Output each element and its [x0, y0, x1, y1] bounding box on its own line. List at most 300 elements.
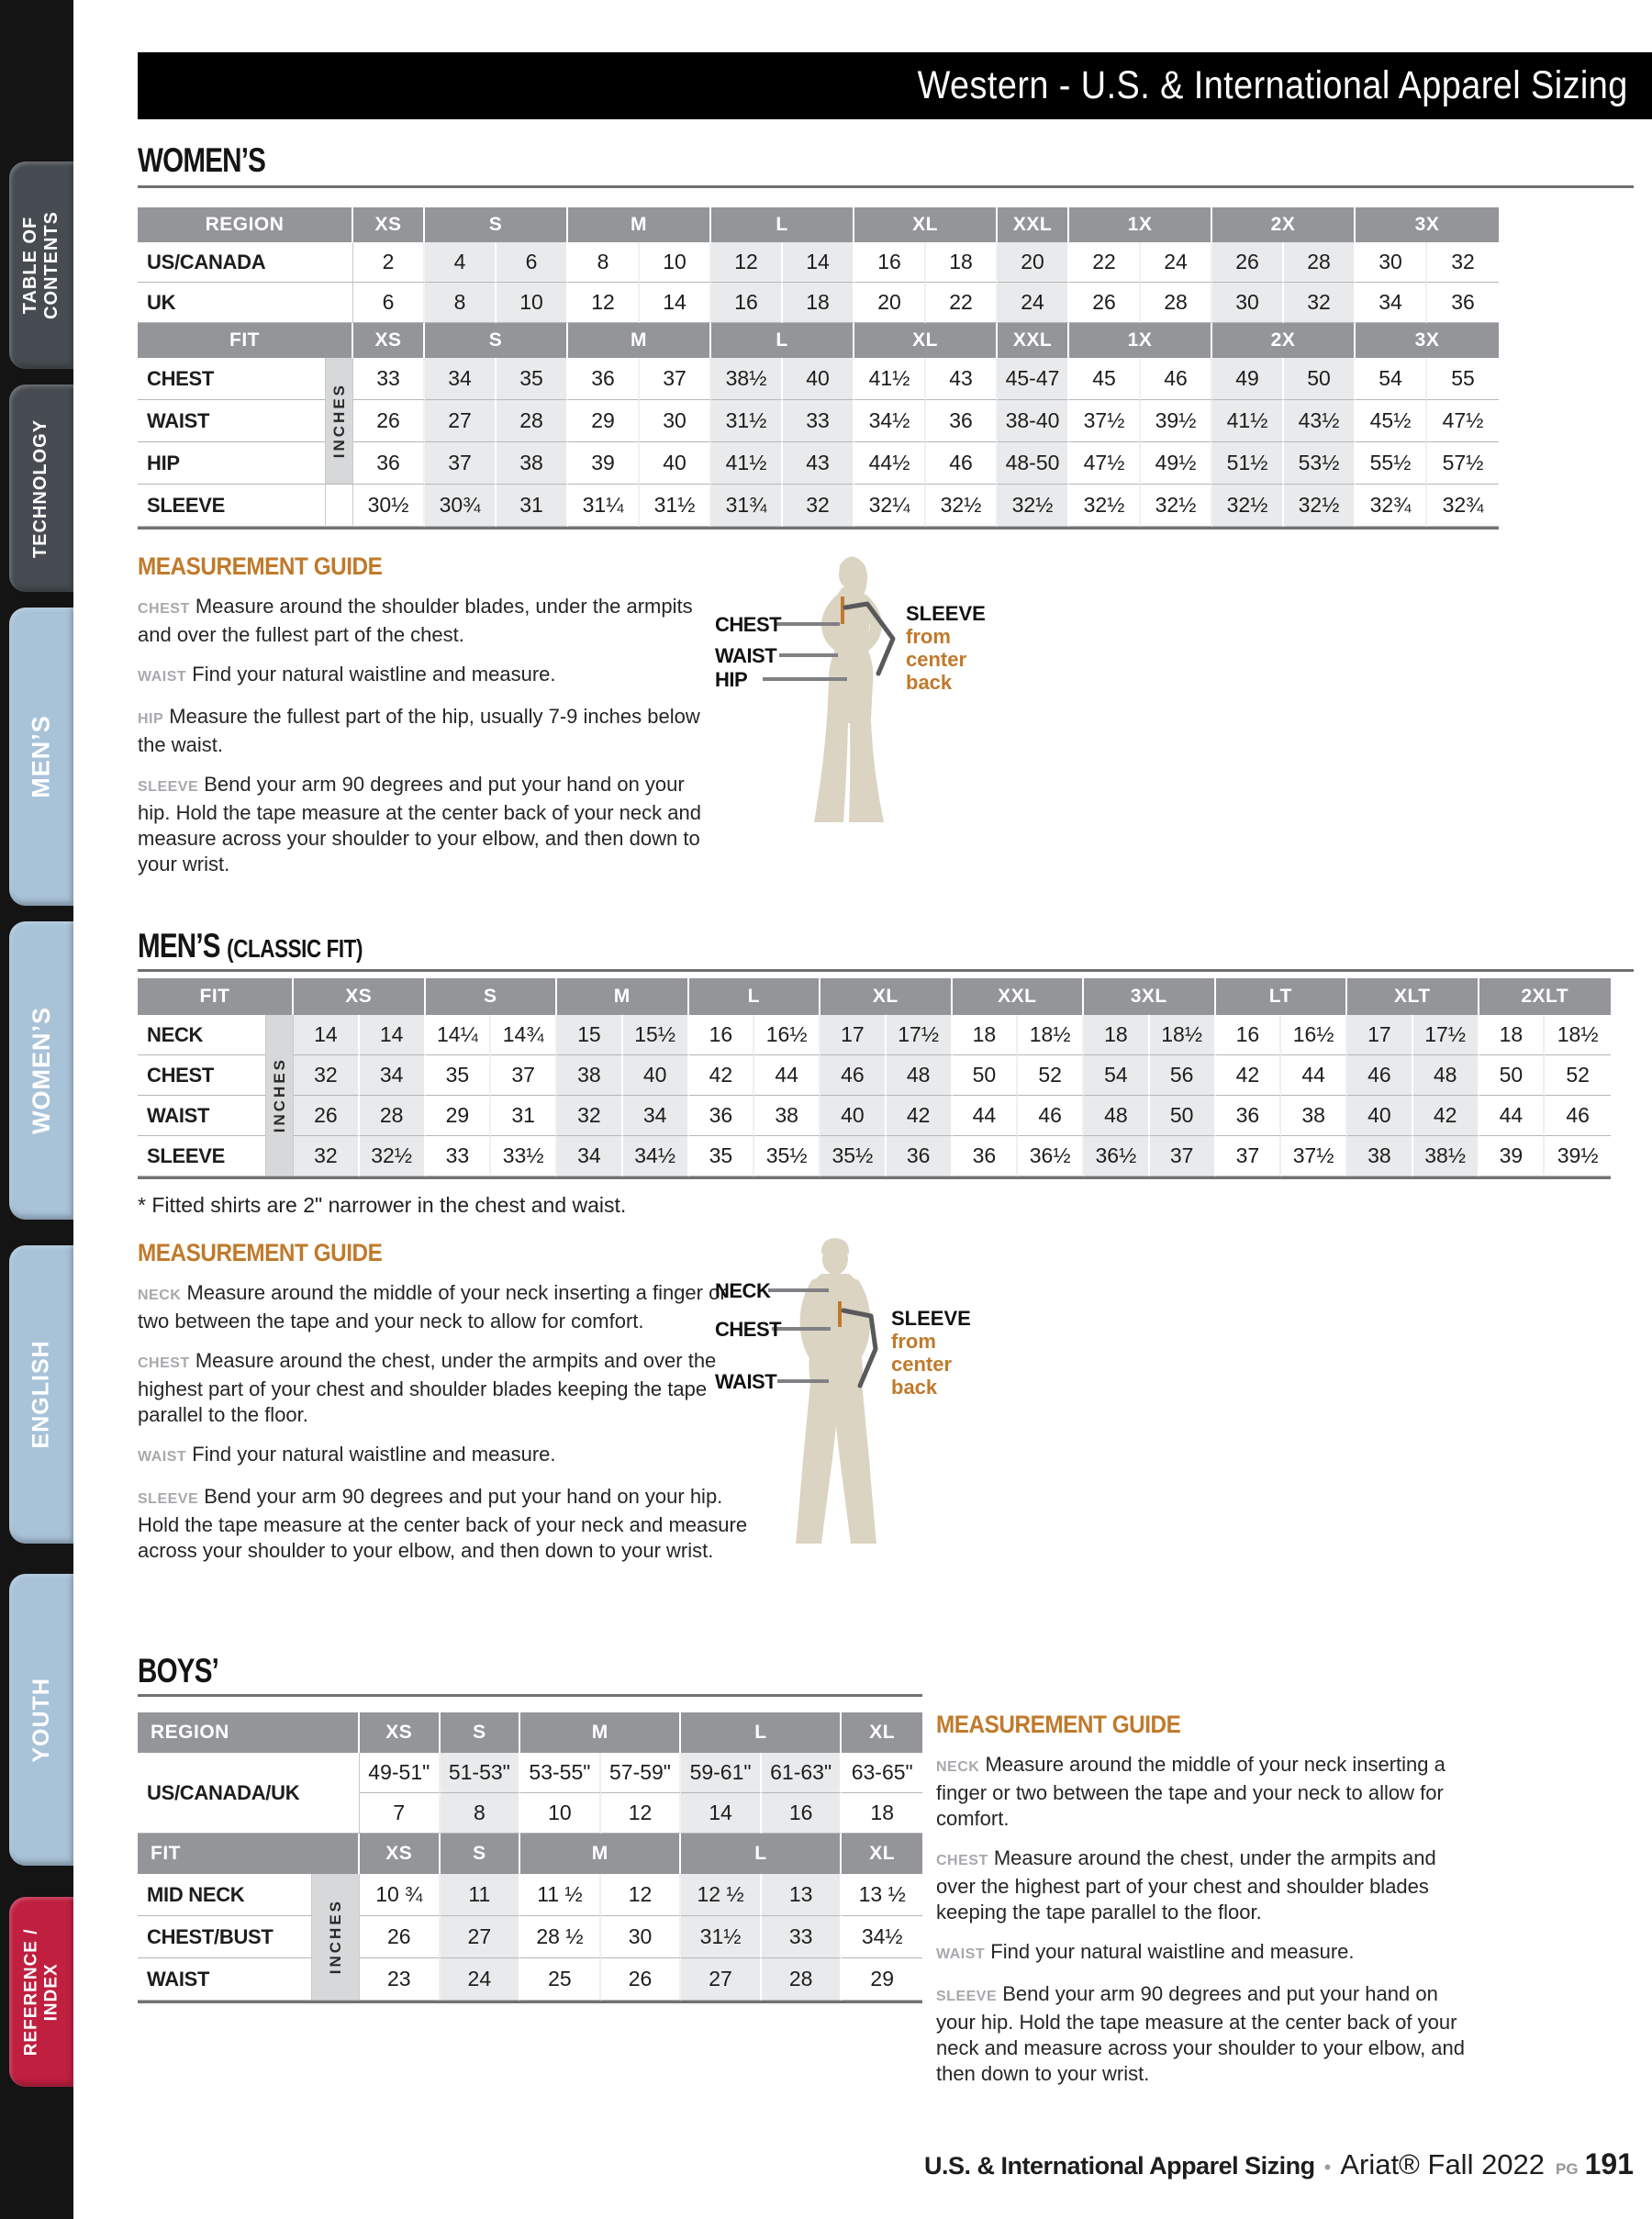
page-title: Western - U.S. & International Apparel Sizing: [917, 63, 1628, 107]
size-cell: 28: [497, 400, 568, 442]
row-label: WAIST: [138, 1096, 266, 1136]
guide-item-label: NECK: [936, 1759, 980, 1775]
size-cell: 41½: [854, 358, 926, 400]
size-cell: 32½: [360, 1136, 426, 1176]
size-cell: 15½: [623, 1015, 689, 1055]
boys-heading-rule: [138, 1694, 922, 1697]
guide-item-neck: NECK Measure around the middle of your neck inserting a finger or two between the tape and your neck to allow for comfort.: [936, 1753, 1446, 1830]
guide-item-sleeve: SLEEVE Bend your arm 90 degrees and put your hand on your hip. Hold the tape measure at the center back of your neck and measure across your shoulder to your elbow, and then down to your wrist.: [936, 1982, 1465, 2085]
size-cell: 46: [1347, 1055, 1413, 1096]
size-cell: 28: [360, 1096, 426, 1136]
boys-section-heading: BOYS’: [138, 1652, 219, 1689]
sidebar-tab-label: TECHNOLOGY: [30, 418, 51, 558]
size-cell: 35½: [820, 1136, 887, 1176]
size-cell: 43½: [1284, 400, 1356, 442]
size-cell: 16: [711, 283, 783, 323]
size-cell: 45½: [1356, 400, 1427, 442]
size-column-header: M: [568, 207, 711, 242]
size-cell: 38-40: [998, 400, 1069, 442]
size-cell: 51½: [1212, 442, 1284, 485]
size-cell: 50: [953, 1055, 1019, 1096]
sidebar-tab-label: TABLE OF CONTENTS: [20, 211, 61, 319]
mens-heading-suffix: (CLASSIC FIT): [227, 934, 363, 963]
table-band-label: REGION: [138, 1712, 360, 1753]
size-column-header: S: [425, 207, 568, 242]
sidebar-tab-label: REFERENCE / INDEX: [21, 1928, 61, 2056]
size-cell: 32½: [1212, 485, 1284, 527]
size-cell: 33½: [491, 1136, 557, 1176]
figure-sleeve-label: [891, 1307, 971, 1399]
size-cell: 53-55": [520, 1753, 601, 1793]
page-header-bar: [138, 52, 1652, 119]
size-cell: 17: [820, 1015, 887, 1055]
sidebar-tab-reference-index[interactable]: [9, 1897, 73, 2087]
size-cell: 20: [854, 283, 926, 323]
sleeve-sub-back: back: [891, 1376, 938, 1399]
row-label: SLEEVE: [138, 485, 326, 527]
size-cell: 10 ¾: [360, 1874, 441, 1916]
size-cell: 41½: [1212, 400, 1284, 442]
guide-item-sleeve: SLEEVE Bend your arm 90 degrees and put your hand on your hip. Hold the tape measure at the center back of your neck and measure across your shoulder to your elbow, and then down to your wrist.: [138, 773, 701, 875]
sleeve-sub-center: center: [906, 648, 967, 671]
row-label: UK: [138, 283, 353, 323]
size-cell: 32: [557, 1096, 623, 1136]
size-cell: 42: [689, 1055, 755, 1096]
size-cell: 27: [681, 1958, 762, 2001]
size-column-header: XL: [842, 1712, 922, 1753]
guide-item-label: SLEEVE: [138, 779, 199, 795]
size-cell: 40: [783, 358, 854, 400]
size-cell: 15: [557, 1015, 623, 1055]
sidebar-tab-label: MEN’S: [27, 715, 55, 798]
guide-item-label: CHEST: [138, 601, 190, 617]
sleeve-sub-back: back: [906, 671, 953, 694]
size-cell: 33: [426, 1136, 492, 1176]
size-cell: 32¾: [1356, 485, 1427, 527]
size-cell: 31: [497, 485, 568, 527]
size-cell: 33: [762, 1916, 843, 1958]
size-cell: 34: [557, 1136, 623, 1176]
size-cell: 12: [601, 1874, 682, 1916]
size-cell: 18½: [1018, 1015, 1084, 1055]
sleeve-sub-center: center: [891, 1353, 953, 1376]
size-cell: 28: [1141, 283, 1212, 323]
size-cell: 48: [1413, 1055, 1479, 1096]
figure-neck-label: NECK: [715, 1279, 771, 1302]
row-label: US/CANADA: [138, 242, 353, 283]
size-cell: 26: [1212, 242, 1284, 283]
size-column-header: 3X: [1356, 323, 1499, 358]
size-cell: 46: [926, 442, 998, 485]
size-column-header: XLT: [1347, 978, 1479, 1015]
figure-waist-label: WAIST: [715, 644, 777, 667]
size-cell: 6: [497, 242, 568, 283]
size-cell: 44: [1479, 1096, 1546, 1136]
guide-item-sleeve: SLEEVE Bend your arm 90 degrees and put your hand on your hip. Hold the tape measure at the center back of your neck and measure across your shoulder to your elbow, and then down to your wrist.: [138, 1485, 748, 1562]
size-cell: 26: [353, 400, 425, 442]
size-cell: 36: [353, 442, 425, 485]
guide-item-waist: WAIST Find your natural waistline and measure.: [138, 1443, 556, 1466]
figure-waist-label: WAIST: [715, 1370, 777, 1393]
size-cell: 35: [426, 1055, 492, 1096]
size-cell: 36: [689, 1096, 755, 1136]
size-column-header: XXL: [998, 323, 1069, 358]
size-cell: 37: [640, 358, 711, 400]
mens-heading-rule: [138, 969, 1634, 972]
row-label: HIP: [138, 442, 326, 485]
size-cell: 30: [1356, 242, 1427, 283]
size-column-header: 1X: [1069, 207, 1212, 242]
size-cell: 11 ½: [520, 1874, 601, 1916]
figure-sleeve-label: [906, 602, 986, 694]
size-cell: 29: [426, 1096, 492, 1136]
size-cell: 32: [294, 1055, 360, 1096]
guide-item-label: SLEEVE: [936, 1989, 998, 2004]
size-cell: 34: [425, 358, 497, 400]
size-cell: 18½: [1150, 1015, 1216, 1055]
boys-measurement-guide: [936, 1711, 1473, 2101]
sidebar-tab-english[interactable]: [9, 1245, 73, 1544]
sidebar-tab-label: WOMEN’S: [27, 1006, 55, 1134]
size-cell: 14¾: [491, 1015, 557, 1055]
guide-item-label: HIP: [138, 711, 164, 727]
size-cell: 37: [1216, 1136, 1282, 1176]
size-cell: 52: [1545, 1055, 1611, 1096]
size-cell: 52: [1018, 1055, 1084, 1096]
size-cell: 57-59": [601, 1753, 682, 1793]
size-cell: 36: [926, 400, 998, 442]
footer-page-number: 191: [1584, 2147, 1634, 2180]
size-cell: 48: [887, 1055, 953, 1096]
guide-item-chest: CHEST Measure around the chest, under the armpits and over the highest part of your chest and shoulder blades keeping the tape parallel to the floor.: [138, 1349, 717, 1426]
size-cell: 12: [601, 1793, 682, 1834]
size-cell: 7: [360, 1793, 441, 1834]
size-cell: 32½: [1141, 485, 1212, 527]
sleeve-sub-from: from: [906, 625, 951, 648]
size-cell: 32: [1284, 283, 1356, 323]
size-cell: 55: [1427, 358, 1499, 400]
size-cell: 18: [1479, 1015, 1546, 1055]
size-cell: 30: [601, 1916, 682, 1958]
figure-chest-label: CHEST: [715, 613, 782, 636]
size-cell: 35: [689, 1136, 755, 1176]
size-cell: 39: [1479, 1136, 1546, 1176]
size-column-header: 1X: [1069, 323, 1212, 358]
mens-measurement-figure: [711, 1230, 1023, 1578]
boys-size-table: [138, 1712, 922, 2003]
size-column-header: S: [441, 1834, 521, 1874]
size-cell: 31¼: [568, 485, 640, 527]
size-cell: 36: [887, 1136, 953, 1176]
guide-item-label: CHEST: [138, 1355, 190, 1371]
size-cell: 10: [497, 283, 568, 323]
guide-item-chest: CHEST Measure around the chest, under the armpits and over the highest part of your chest and shoulder blades keeping the tape parallel to the floor.: [936, 1846, 1436, 1924]
size-cell: 40: [623, 1055, 689, 1096]
size-column-header: M: [568, 323, 711, 358]
size-column-header: M: [520, 1712, 681, 1753]
size-column-header: XL: [854, 323, 998, 358]
size-cell: 30: [1212, 283, 1284, 323]
size-cell: 6: [353, 283, 425, 323]
size-cell: 32¾: [1427, 485, 1499, 527]
measurement-guide-title: MEASUREMENT GUIDE: [936, 1711, 1181, 1738]
row-label: WAIST: [138, 400, 326, 442]
size-cell: 26: [601, 1958, 682, 2001]
size-cell: 25: [520, 1958, 601, 2001]
size-cell: 38: [557, 1055, 623, 1096]
size-cell: 42: [1216, 1055, 1282, 1096]
womens-heading-rule: [138, 185, 1634, 188]
sleeve-label-text: SLEEVE: [906, 602, 986, 625]
size-cell: 23: [360, 1958, 441, 2001]
size-column-header: L: [689, 978, 821, 1015]
guide-item-label: WAIST: [936, 1946, 986, 1962]
size-cell: 12 ½: [681, 1874, 762, 1916]
size-cell: 31: [491, 1096, 557, 1136]
size-cell: 13 ½: [842, 1874, 922, 1916]
size-cell: 17½: [1413, 1015, 1479, 1055]
size-cell: 31½: [640, 485, 711, 527]
sidebar-tab-table-of-contents[interactable]: [9, 162, 73, 369]
womens-measurement-guide: [138, 552, 711, 891]
size-cell: 38½: [711, 358, 783, 400]
size-cell: 40: [820, 1096, 887, 1136]
inches-label: INCHES: [312, 1874, 360, 2001]
size-column-header: LT: [1216, 978, 1348, 1015]
size-column-header: XS: [353, 323, 425, 358]
row-label: SLEEVE: [138, 1136, 266, 1176]
sidebar-tab-technology[interactable]: [9, 385, 73, 592]
size-cell: 28: [762, 1958, 843, 2001]
size-cell: 33: [783, 400, 854, 442]
size-cell: 45: [1069, 358, 1141, 400]
size-cell: 38: [1347, 1136, 1413, 1176]
size-column-header: L: [711, 207, 854, 242]
size-cell: 48: [1084, 1096, 1150, 1136]
size-column-header: 2X: [1212, 207, 1356, 242]
size-cell: 17: [1347, 1015, 1413, 1055]
size-cell: 34: [1356, 283, 1427, 323]
mens-heading-text: MEN’S: [138, 927, 220, 965]
size-cell: 49-51": [360, 1753, 441, 1793]
size-cell: 12: [568, 283, 640, 323]
womens-section-heading: WOMEN’S: [138, 141, 266, 179]
row-label: NECK: [138, 1015, 266, 1055]
size-cell: 10: [640, 242, 711, 283]
size-cell: 26: [360, 1916, 441, 1958]
size-cell: 43: [783, 442, 854, 485]
size-cell: 57½: [1427, 442, 1499, 485]
size-cell: 37: [1150, 1136, 1216, 1176]
size-cell: 8: [568, 242, 640, 283]
size-cell: 10: [520, 1793, 601, 1834]
footer-pg-label: PG: [1556, 2160, 1579, 2178]
sidebar-tab-womens[interactable]: [9, 921, 73, 1220]
guide-item-label: SLEEVE: [138, 1491, 199, 1507]
guide-item-label: WAIST: [138, 1449, 187, 1465]
size-cell: 8: [441, 1793, 521, 1834]
size-cell: 39½: [1545, 1136, 1611, 1176]
size-cell: 40: [1347, 1096, 1413, 1136]
size-cell: 24: [441, 1958, 521, 2001]
page-footer: [924, 2147, 1634, 2181]
size-cell: 14: [783, 242, 854, 283]
size-cell: 54: [1084, 1055, 1150, 1096]
measurement-guide-title: MEASUREMENT GUIDE: [138, 552, 383, 580]
size-cell: 36½: [1084, 1136, 1150, 1176]
size-cell: 26: [294, 1096, 360, 1136]
size-cell: 35: [497, 358, 568, 400]
sleeve-sub-from: from: [891, 1330, 936, 1353]
size-cell: 12: [711, 242, 783, 283]
size-cell: 18: [783, 283, 854, 323]
guide-item-waist: WAIST Find your natural waistline and measure.: [936, 1940, 1355, 1963]
row-label: MID NECK: [138, 1874, 312, 1916]
size-cell: 38: [754, 1096, 820, 1136]
size-cell: 32: [294, 1136, 360, 1176]
size-cell: 22: [926, 283, 998, 323]
size-cell: 37½: [1281, 1136, 1347, 1176]
size-cell: 14: [294, 1015, 360, 1055]
size-cell: 44: [953, 1096, 1019, 1136]
size-cell: 26: [1069, 283, 1141, 323]
table-band-label: FIT: [138, 978, 294, 1015]
size-cell: 50: [1150, 1096, 1216, 1136]
guide-item-waist: WAIST Find your natural waistline and measure.: [138, 663, 556, 686]
fitted-shirts-footnote: * Fitted shirts are 2" narrower in the chest and waist.: [138, 1193, 627, 1217]
inches-label: INCHES: [326, 358, 353, 485]
sidebar-tab-label: YOUTH: [28, 1677, 54, 1763]
size-cell: 16: [854, 242, 926, 283]
size-cell: 34: [623, 1096, 689, 1136]
size-cell: 38½: [1413, 1136, 1479, 1176]
size-cell: 33: [353, 358, 425, 400]
size-cell: 49: [1212, 358, 1284, 400]
size-cell: 13: [762, 1874, 843, 1916]
size-cell: 44: [754, 1055, 820, 1096]
size-cell: 44½: [854, 442, 926, 485]
size-cell: 24: [1141, 242, 1212, 283]
size-cell: 2: [353, 242, 425, 283]
size-cell: 29: [842, 1958, 922, 2001]
size-cell: 30½: [353, 485, 425, 527]
size-cell: 47½: [1427, 400, 1499, 442]
size-column-header: S: [441, 1712, 521, 1753]
size-cell: 11: [441, 1874, 521, 1916]
size-cell: 50: [1479, 1055, 1546, 1096]
size-column-header: 2X: [1212, 323, 1356, 358]
sidebar-tab-mens[interactable]: [9, 608, 73, 906]
size-cell: 50: [1284, 358, 1356, 400]
size-column-header: XS: [360, 1834, 441, 1874]
size-cell: 20: [998, 242, 1069, 283]
footer-bullet: •: [1323, 2156, 1332, 2179]
size-column-header: XXL: [953, 978, 1085, 1015]
measurement-guide-title: MEASUREMENT GUIDE: [138, 1239, 383, 1266]
sidebar: [0, 0, 73, 2219]
size-column-header: XL: [842, 1834, 922, 1874]
size-cell: 32: [783, 485, 854, 527]
size-column-header: S: [426, 978, 558, 1015]
size-cell: 44: [1281, 1055, 1347, 1096]
row-label: US/CANADA/UK: [138, 1753, 360, 1834]
size-cell: 46: [1141, 358, 1212, 400]
size-cell: 36: [953, 1136, 1019, 1176]
size-cell: 51-53": [441, 1753, 521, 1793]
guide-item-chest: CHEST Measure around the shoulder blades, under the armpits and over the fullest part of the chest.: [138, 595, 693, 646]
size-cell: 16½: [1281, 1015, 1347, 1055]
size-cell: 18: [1084, 1015, 1150, 1055]
guide-item-label: NECK: [138, 1288, 182, 1303]
woman-silhouette-illustration: [711, 549, 1014, 852]
size-cell: 16: [762, 1793, 843, 1834]
size-cell: 30: [640, 400, 711, 442]
size-cell: 28: [1284, 242, 1356, 283]
size-cell: 59-61": [681, 1753, 762, 1793]
size-cell: 8: [425, 283, 497, 323]
size-cell: 61-63": [762, 1753, 843, 1793]
size-cell: 32½: [1284, 485, 1356, 527]
size-cell: 36: [1216, 1096, 1282, 1136]
size-column-header: XXL: [998, 207, 1069, 242]
sidebar-tab-youth[interactable]: [9, 1574, 73, 1866]
size-cell: 49½: [1141, 442, 1212, 485]
size-cell: 37: [491, 1055, 557, 1096]
size-cell: 29: [568, 400, 640, 442]
size-cell: 16: [1216, 1015, 1282, 1055]
size-cell: 18: [842, 1793, 922, 1834]
size-column-header: XS: [294, 978, 426, 1015]
size-cell: 42: [887, 1096, 953, 1136]
size-cell: 54: [1356, 358, 1427, 400]
guide-item-label: WAIST: [138, 669, 187, 685]
size-cell: 48-50: [998, 442, 1069, 485]
size-cell: 34½: [842, 1916, 922, 1958]
guide-item-neck: NECK Measure around the middle of your neck inserting a finger or two between the tape and your neck to allow for comfort.: [138, 1281, 727, 1333]
size-cell: 36: [568, 358, 640, 400]
size-cell: 22: [1069, 242, 1141, 283]
size-cell: 34½: [623, 1136, 689, 1176]
size-column-header: S: [425, 323, 568, 358]
womens-measurement-figure: [711, 549, 1014, 852]
size-cell: 32½: [1069, 485, 1141, 527]
figure-chest-label: CHEST: [715, 1318, 782, 1341]
size-cell: 31¾: [711, 485, 783, 527]
size-cell: 18½: [1545, 1015, 1611, 1055]
mens-size-table: [138, 978, 1611, 1179]
size-cell: 42: [1413, 1096, 1479, 1136]
size-cell: 39: [568, 442, 640, 485]
table-band-label: REGION: [138, 207, 353, 242]
size-cell: 16: [689, 1015, 755, 1055]
sidebar-tab-label: ENGLISH: [28, 1340, 54, 1449]
size-cell: 32: [1427, 242, 1499, 283]
figure-hip-label: HIP: [715, 668, 748, 691]
row-label: CHEST: [138, 1055, 266, 1096]
size-cell: 45-47: [998, 358, 1069, 400]
size-cell: 27: [425, 400, 497, 442]
inches-label: INCHES: [266, 1015, 294, 1176]
size-column-header: L: [711, 323, 854, 358]
size-cell: 34: [360, 1055, 426, 1096]
size-cell: 32¼: [854, 485, 926, 527]
footer-section-title: U.S. & International Apparel Sizing: [924, 2152, 1315, 2180]
size-cell: 35½: [754, 1136, 820, 1176]
size-cell: 16½: [754, 1015, 820, 1055]
table-band-label: FIT: [138, 323, 353, 358]
size-cell: 46: [1545, 1096, 1611, 1136]
size-cell: 43: [926, 358, 998, 400]
